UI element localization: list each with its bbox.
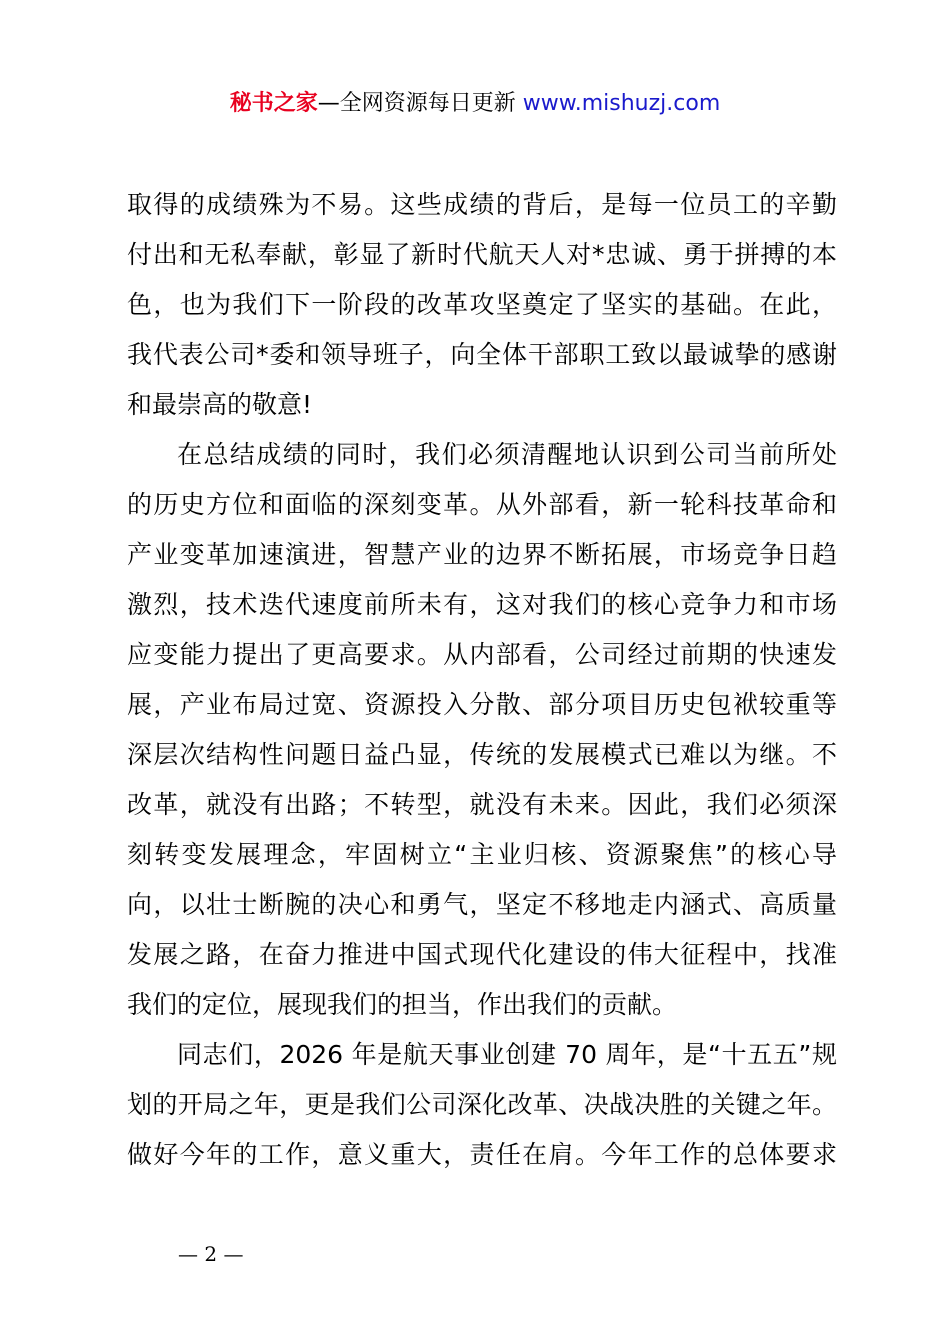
text-line: 色，也为我们下一阶段的改革攻坚奠定了坚实的基础。在此， <box>127 290 837 319</box>
text-line: 在总结成绩的同时，我们必须清醒地认识到公司当前所处 <box>177 440 837 469</box>
brand-name: 秘书之家 <box>229 91 318 116</box>
paragraph-1 <box>127 180 837 430</box>
text-line: 的历史方位和面临的深刻变革。从外部看，新一轮科技革命和 <box>127 490 837 519</box>
text-line: 取得的成绩殊为不易。这些成绩的背后，是每一位员工的辛勤 <box>127 190 837 219</box>
text-line: 我代表公司*委和领导班子，向全体干部职工致以最诚挚的感谢 <box>127 340 837 369</box>
paragraph-3 <box>127 1030 837 1180</box>
site-header <box>0 88 950 120</box>
text-line: 深层次结构性问题日益凸显，传统的发展模式已难以为继。不 <box>127 740 837 769</box>
text-line: 展，产业布局过宽、资源投入分散、部分项目历史包袱较重等 <box>127 690 837 719</box>
text-line: 应变能力提出了更高要求。从内部看，公司经过前期的快速发 <box>127 640 837 669</box>
text-line: 我们的定位，展现我们的担当，作出我们的贡献。 <box>127 990 678 1019</box>
text-line: 激烈，技术迭代速度前所未有，这对我们的核心竞争力和市场 <box>127 590 837 619</box>
text-line: 向，以壮士断腕的决心和勇气，坚定不移地走内涵式、高质量 <box>127 890 837 919</box>
header-tagline: —全网资源每日更新 <box>317 91 523 116</box>
text-line: 刻转变发展理念，牢固树立“主业归核、资源聚焦”的核心导 <box>127 840 837 869</box>
document-body <box>127 180 837 1180</box>
text-line: 发展之路，在奋力推进中国式现代化建设的伟大征程中，找准 <box>127 940 837 969</box>
text-line: 产业变革加速演进，智慧产业的边界不断拓展，市场竞争日趋 <box>127 540 837 569</box>
site-url-link[interactable]: www.mishuzj.com <box>522 91 721 116</box>
text-line: 改革，就没有出路；不转型，就没有未来。因此，我们必须深 <box>127 790 837 819</box>
text-line: 和最崇高的敬意! <box>127 390 313 419</box>
text-line: 做好今年的工作，意义重大，责任在肩。今年工作的总体要求 <box>127 1140 837 1169</box>
text-line: 同志们，2026 年是航天事业创建 70 周年，是“十五五”规 <box>177 1040 837 1069</box>
page-number: — 2 — <box>178 1242 244 1266</box>
text-line: 划的开局之年，更是我们公司深化改革、决战决胜的关键之年。 <box>127 1090 837 1119</box>
text-line: 付出和无私奉献，彰显了新时代航天人对*忠诚、勇于拼搏的本 <box>127 240 837 269</box>
paragraph-2 <box>127 430 837 1030</box>
